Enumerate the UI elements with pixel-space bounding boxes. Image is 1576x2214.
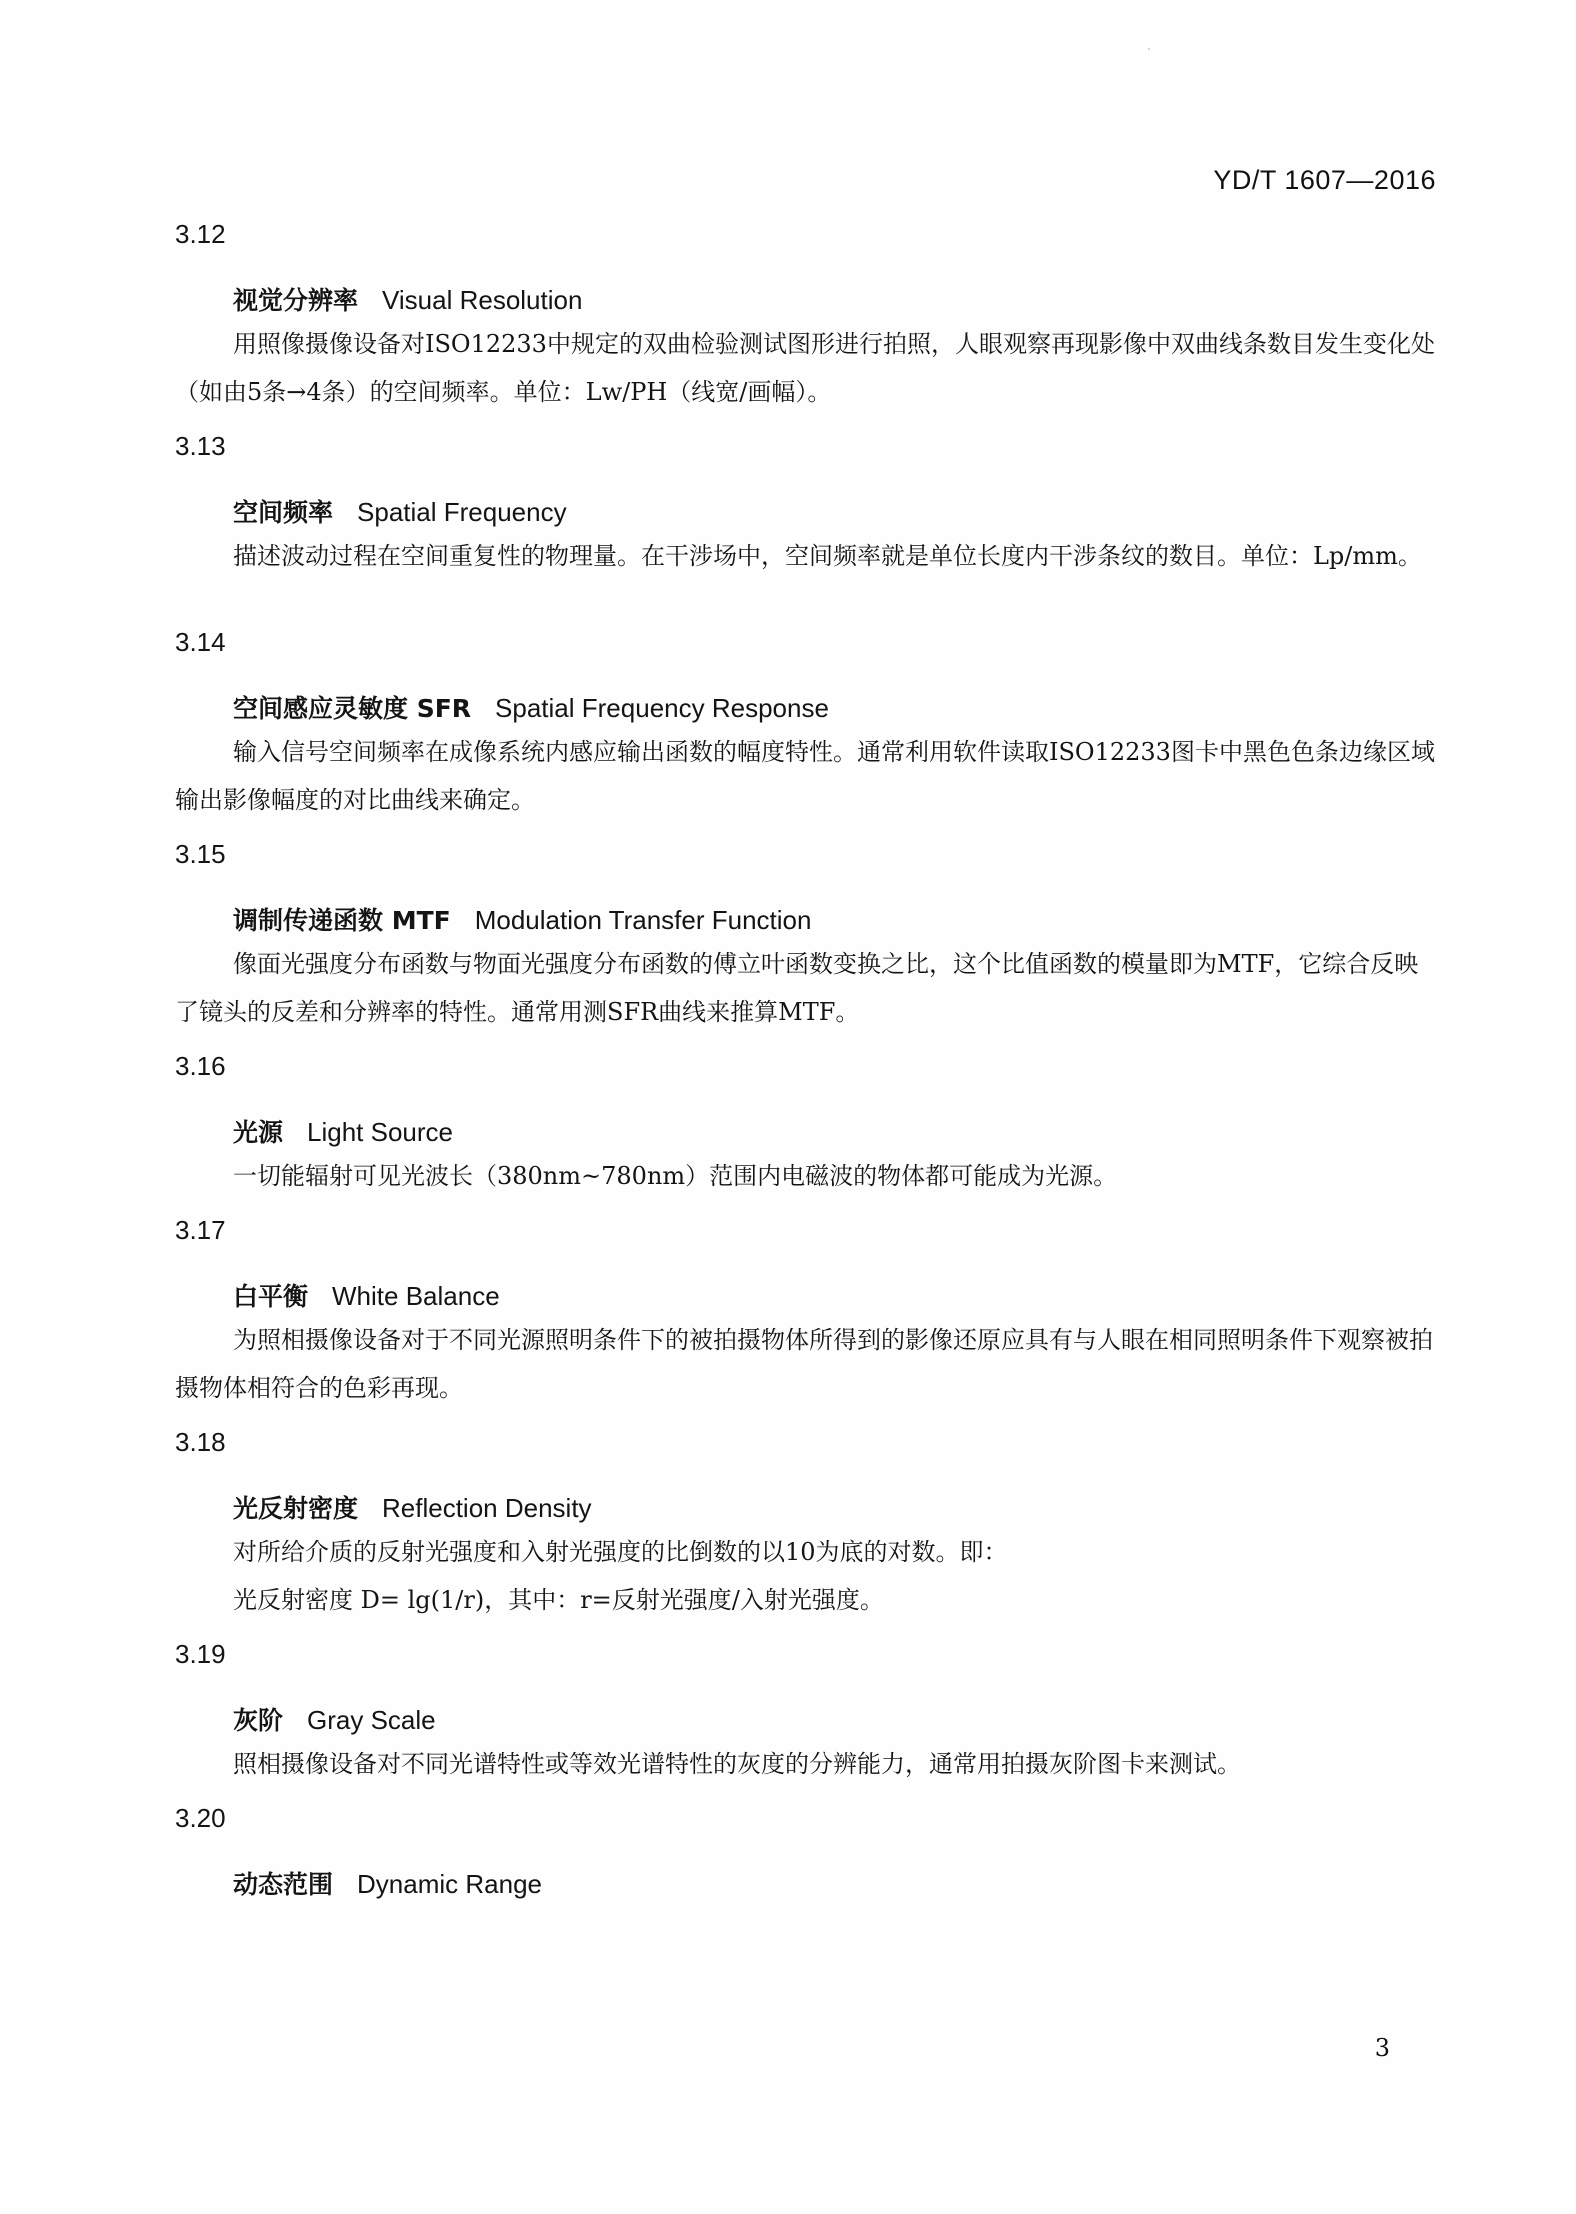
term-english: Spatial Frequency Response [495, 693, 829, 723]
terms-list [175, 214, 1437, 1904]
term-chinese: 空间感应灵敏度 SFR [233, 694, 472, 723]
clause-number: 3.18 [175, 1427, 226, 1457]
term-entry [175, 834, 1437, 1046]
term-english: Gray Scale [307, 1705, 436, 1735]
standard-code: YD/T 1607—2016 [1213, 165, 1436, 195]
term-english: Reflection Density [382, 1493, 592, 1523]
term-definition: 描述波动过程在空间重复性的物理量。在干涉场中，空间频率就是单位长度内干涉条纹的数目。单位：Lp/mm。 [233, 542, 1422, 570]
term-definition: 一切能辐射可见光波长（380nm~780nm）范围内电磁波的物体都可能成为光源。 [233, 1162, 1118, 1190]
clause-number: 3.17 [175, 1215, 226, 1245]
term-chinese: 灰阶 [233, 1706, 284, 1735]
term-heading [233, 492, 1437, 532]
term-chinese: 空间频率 [233, 498, 334, 527]
term-definition: 用照像摄像设备对ISO12233中规定的双曲检验测试图形进行拍照，人眼观察再现影像中双曲线条数目发生变化处（如由5条→4条）的空间频率。单位：Lw/PH（线宽/画幅）。 [175, 330, 1435, 406]
term-english: White Balance [332, 1281, 500, 1311]
clause-number: 3.16 [175, 1051, 226, 1081]
term-chinese: 光反射密度 [233, 1494, 359, 1523]
term-entry [175, 1798, 1437, 1904]
term-entry [175, 1046, 1437, 1210]
term-english: Visual Resolution [382, 285, 583, 315]
clause-number: 3.14 [175, 627, 226, 657]
scan-speck [1148, 48, 1150, 50]
clause-number: 3.19 [175, 1639, 226, 1669]
term-definition: 像面光强度分布函数与物面光强度分布函数的傅立叶函数变换之比，这个比值函数的模量即为MTF，它综合反映了镜头的反差和分辨率的特性。通常用测SFR曲线来推算MTF。 [175, 950, 1419, 1026]
term-english: Light Source [307, 1117, 453, 1147]
term-heading [233, 1488, 1437, 1528]
term-entry [175, 1210, 1437, 1422]
term-heading [233, 1112, 1437, 1152]
term-english: Dynamic Range [357, 1869, 542, 1899]
clause-number: 3.20 [175, 1803, 226, 1833]
term-entry [175, 1634, 1437, 1798]
term-entry [175, 426, 1437, 622]
term-heading [233, 280, 1437, 320]
term-entry [175, 622, 1437, 834]
clause-number: 3.13 [175, 431, 226, 461]
term-english: Spatial Frequency [357, 497, 567, 527]
term-chinese: 光源 [233, 1118, 284, 1147]
page-number: 3 [1374, 2034, 1390, 2062]
term-definition: 对所给介质的反射光强度和入射光强度的比倒数的以10为底的对数。即： [233, 1538, 1008, 1566]
clause-number: 3.15 [175, 839, 226, 869]
term-chinese: 白平衡 [233, 1282, 309, 1311]
term-heading [233, 1276, 1437, 1316]
formula-line: 光反射密度 D= lg(1/r)，其中：r=反射光强度/入射光强度。 [233, 1586, 884, 1614]
term-chinese: 视觉分辨率 [233, 286, 359, 315]
term-heading [233, 1700, 1437, 1740]
term-definition: 输入信号空间频率在成像系统内感应输出函数的幅度特性。通常利用软件读取ISO12233图卡中黑色色条边缘区域输出影像幅度的对比曲线来确定。 [175, 738, 1435, 814]
term-definition: 照相摄像设备对不同光谱特性或等效光谱特性的灰度的分辨能力，通常用拍摄灰阶图卡来测试。 [233, 1750, 1241, 1778]
term-english: Modulation Transfer Function [474, 905, 812, 935]
term-heading [233, 900, 1437, 940]
clause-number: 3.12 [175, 219, 226, 249]
term-entry [175, 1422, 1437, 1634]
term-chinese: 调制传递函数 MTF [233, 906, 451, 935]
term-heading [233, 688, 1437, 728]
term-heading [233, 1864, 1437, 1904]
term-chinese: 动态范围 [233, 1870, 334, 1899]
term-definition: 为照相摄像设备对于不同光源照明条件下的被拍摄物体所得到的影像还原应具有与人眼在相同照明条件下观察被拍摄物体相符合的色彩再现。 [175, 1326, 1433, 1402]
term-entry [175, 214, 1437, 426]
